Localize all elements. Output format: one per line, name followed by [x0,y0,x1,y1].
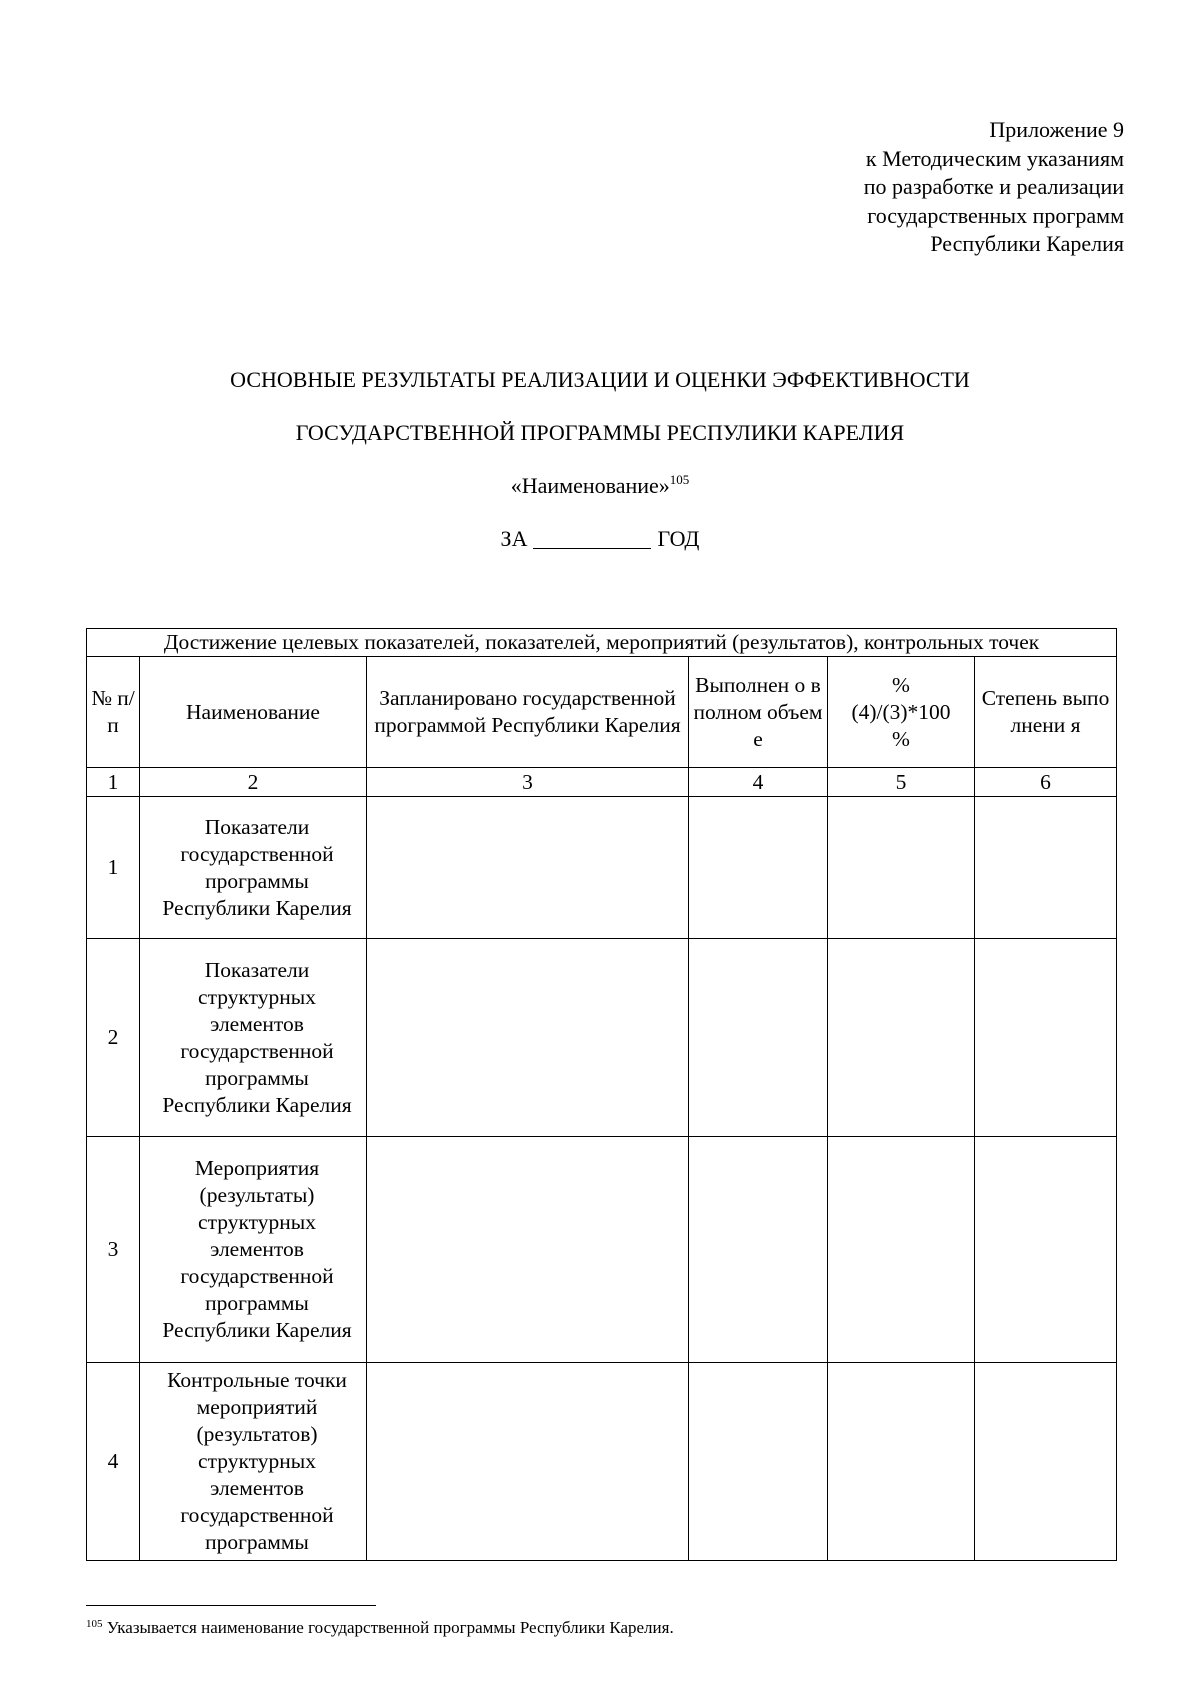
row-number: 1 [87,797,140,939]
year-prefix: ЗА [500,526,528,551]
table-row [87,1363,1117,1561]
column-number: 2 [140,768,367,797]
footnote-separator [86,1605,376,1606]
document-title-line-1: ОСНОВНЫЕ РЕЗУЛЬТАТЫ РЕАЛИЗАЦИИ И ОЦЕНКИ ЭФФЕКТИВНОСТИ [230,367,970,392]
row-name: Контрольные точки мероприятий (результатов) структурных элементов государственной программы [140,1363,367,1561]
table-span-header: Достижение целевых показателей, показателей, мероприятий (результатов), контрольных точек [87,629,1117,657]
row-name: Показатели государственной программы Республики Карелия [140,797,367,939]
footnote-text: Указывается наименование государственной программы Республики Карелия. [106,1618,674,1637]
row-number: 3 [87,1137,140,1363]
degree-cell[interactable] [975,1137,1117,1363]
year-blank-field[interactable] [533,528,651,549]
program-name-placeholder: «Наименование» [510,473,670,498]
appendix-header [864,116,1124,259]
column-number: 1 [87,768,140,797]
row-number: 2 [87,939,140,1137]
header-planned: Запланировано государственной программой Республики Карелия [367,657,689,768]
planned-cell[interactable] [367,797,689,939]
header-percent-line: % [892,726,910,751]
degree-cell[interactable] [975,797,1117,939]
row-name: Мероприятия (результаты) структурных элементов государственной программы Республики Карелия [140,1137,367,1363]
appendix-line: по разработке и реализации [863,174,1124,199]
footnote-number: 105 [86,1618,103,1630]
table-row [87,939,1117,1137]
percent-cell[interactable] [828,939,975,1137]
appendix-line: Приложение 9 [989,117,1124,142]
table-header-row [87,657,1117,768]
planned-cell[interactable] [367,939,689,1137]
appendix-line: Республики Карелия [930,231,1124,256]
appendix-line: государственных программ [867,202,1124,228]
footnote-reference: 105 [669,472,690,487]
results-table [86,628,1117,1561]
document-title-line-2: ГОСУДАРСТВЕННОЙ ПРОГРАММЫ РЕСПУЛИКИ КАРЕЛИЯ [295,420,905,445]
header-percent-formula: (4)/(3)*100 [851,699,951,724]
table-row [87,797,1117,939]
done-cell[interactable] [689,797,828,939]
degree-cell[interactable] [975,1363,1117,1561]
report-year-line [0,526,1200,552]
percent-cell[interactable] [828,1363,975,1561]
appendix-line: к Методическим указаниям [865,145,1124,171]
column-number: 5 [828,768,975,797]
program-name-line [0,473,1200,499]
done-cell[interactable] [689,939,828,1137]
degree-cell[interactable] [975,939,1117,1137]
column-number: 3 [367,768,689,797]
header-percent-line: % [892,672,910,697]
header-done: Выполнен о в полном объеме [689,657,828,768]
header-degree: Степень выполнени я [975,657,1117,768]
footnote [86,1618,674,1638]
header-name: Наименование [140,657,367,768]
year-suffix: ГОД [657,526,700,551]
planned-cell[interactable] [367,1137,689,1363]
row-number: 4 [87,1363,140,1561]
header-percent [828,657,975,768]
column-number-row [87,768,1117,797]
percent-cell[interactable] [828,797,975,939]
done-cell[interactable] [689,1363,828,1561]
column-number: 4 [689,768,828,797]
planned-cell[interactable] [367,1363,689,1561]
header-num: № п/ п [87,657,140,768]
column-number: 6 [975,768,1117,797]
percent-cell[interactable] [828,1137,975,1363]
done-cell[interactable] [689,1137,828,1363]
row-name: Показатели структурных элементов государственной программы Республики Карелия [140,939,367,1137]
table-span-header-row [87,629,1117,657]
table-row [87,1137,1117,1363]
